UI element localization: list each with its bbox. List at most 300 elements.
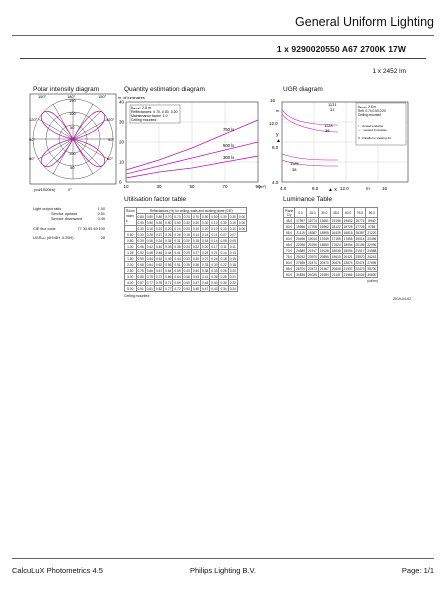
- quantity-x-tick-label: 10: [123, 184, 129, 189]
- uf-walls-cell: 0.50: [146, 220, 153, 225]
- uf-cell: 0.20: [183, 238, 190, 243]
- uf-cell: 0.30: [211, 262, 218, 267]
- footer-page: Page: 1/1: [401, 566, 434, 575]
- quantity-y-tick-label: 0: [119, 179, 122, 185]
- uf-cell: 0.34: [165, 238, 172, 243]
- uf-cell: 0.22: [229, 280, 236, 285]
- lum-cell: 24026: [355, 272, 365, 277]
- lum-cell: 90.0: [284, 272, 295, 278]
- uf-ceiling-cell: 0.70: [192, 214, 200, 219]
- uf-cell: 0.30: [137, 232, 144, 237]
- quantity-series-labels: [223, 127, 235, 160]
- uf-cell: 0.36: [192, 262, 200, 267]
- uf-plane-cell: 0.30: [137, 226, 144, 231]
- quantity-ylabel: nr. of luminaires: [118, 96, 145, 100]
- uf-ceiling-cell: 0.00: [238, 214, 246, 219]
- uf-cell: 0.14: [220, 250, 227, 255]
- lum-cell: 19128: [319, 248, 329, 253]
- uf-cell: 0.15: [229, 256, 236, 261]
- lum-cell: 17708: [308, 224, 317, 229]
- uf-cell: 0.78: [155, 280, 163, 285]
- lum-cell: 22474: [308, 260, 317, 265]
- polar-radial-50b: 50: [70, 165, 75, 170]
- quantity-legend-line-1: hₘₒᵤₙₜ: 2.8 m: [131, 106, 151, 110]
- uf-ceiling-cell: 0.70: [174, 214, 181, 219]
- uf-cell: 0.39: [165, 244, 172, 249]
- uf-cell: 0.20: [202, 244, 209, 249]
- uf-ceiling-cell: 0.50: [211, 214, 218, 219]
- uf-cell: 0.18: [202, 238, 209, 243]
- uf-cell: 0.16: [183, 232, 190, 237]
- lum-cell: 16439: [331, 230, 341, 235]
- lum-cell: 16962: [319, 224, 329, 229]
- uf-cell: 0.24: [211, 256, 218, 261]
- uf-cell: 0.43: [211, 286, 218, 291]
- uf-cell: 5.00: [125, 286, 137, 292]
- uf-cell: 0.75: [137, 268, 144, 273]
- luminance-title: Luminance Table: [283, 196, 333, 203]
- lum-cell: 21119: [296, 230, 305, 235]
- uf-cell: 2.50: [125, 268, 137, 274]
- uf-cell: 0.27: [192, 250, 200, 255]
- svg-text:m: m: [366, 186, 370, 191]
- uf-cell: 3.00: [125, 274, 137, 280]
- uf-cell: 0.51: [174, 262, 181, 267]
- uf-cell: 0.22: [192, 244, 200, 249]
- uf-cell: 0.11: [220, 244, 227, 249]
- quantity-y-tick-label: 40: [119, 99, 125, 105]
- lum-cell: 15774: [355, 218, 365, 223]
- uf-cell: 0.39: [137, 238, 144, 243]
- uf-cell: 0.50: [183, 280, 190, 285]
- lum-cell: 24026: [308, 272, 317, 277]
- lum-cell: 24588: [367, 248, 377, 253]
- uf-cell: 0.17: [211, 244, 218, 249]
- svg-text:12.0: 12.0: [269, 121, 278, 126]
- uf-cell: 0.77: [165, 286, 172, 291]
- uf-cell: 0.23: [202, 250, 209, 255]
- svg-text:4.0: 4.0: [272, 180, 279, 185]
- footer-company: Philips Lighting B.V.: [189, 566, 257, 575]
- utilisation-table-wrap: [124, 207, 247, 298]
- lum-cell: 22096: [367, 242, 377, 247]
- ugr-legend-line-1: hₘₒᵤₙₜ: 2.8 m: [358, 105, 377, 109]
- uf-cell: 0.24: [183, 244, 190, 249]
- svg-text:8.0: 8.0: [272, 145, 279, 150]
- uf-cell: 0.46: [137, 244, 144, 249]
- svg-text:▲: ▲: [276, 138, 281, 144]
- lum-cell: 45.0: [284, 218, 295, 224]
- quantity-legend-line-3: Maintenance factor: 1.0: [131, 114, 168, 118]
- ugr-title: UGR diagram: [283, 86, 323, 93]
- uf-plane-cell: 0.10: [155, 226, 163, 231]
- uf-footer: Ceiling mounted: [124, 294, 150, 298]
- uf-cell: 0.53: [183, 286, 190, 291]
- ugr-mark-38a: 38: [325, 128, 330, 133]
- lum-col-head: 60.0: [342, 208, 354, 218]
- lum-cell: 21917: [355, 248, 365, 253]
- lum-cell: 27695: [296, 260, 306, 265]
- uf-ceiling-cell: 0.30: [229, 214, 236, 219]
- lum-cell: 17997: [296, 218, 306, 223]
- info-value-lor: 1.00: [97, 207, 105, 211]
- lum-cell: 23970: [355, 254, 365, 259]
- info-label-lor: Light output ratio: [33, 207, 62, 211]
- uf-cell: 0.21: [211, 250, 218, 255]
- polar-angle-120-right: 120°: [106, 117, 115, 122]
- uf-cell: 0.91: [137, 286, 144, 291]
- lum-cell: 19956: [296, 224, 306, 229]
- ugr-mark-1131: 1131: [328, 102, 337, 107]
- lum-cell: 18054: [343, 248, 353, 253]
- uf-cell: 0.81: [146, 286, 153, 291]
- uf-cell: 0.28: [220, 274, 227, 279]
- uf-cell: 0.40: [192, 268, 200, 273]
- quantity-x-tick-label: 30: [156, 184, 162, 189]
- lum-cell: 20605: [331, 266, 341, 271]
- lum-cell: 22874: [343, 260, 353, 265]
- lum-cell: 19014: [308, 236, 317, 241]
- lum-cell: 20496: [296, 236, 306, 241]
- uf-cell: 0.08: [220, 238, 227, 243]
- polar-angle-90-left: 90°: [29, 137, 36, 142]
- lum-cell: 20496: [367, 236, 377, 241]
- uf-cell: 0.40: [211, 280, 218, 285]
- footer-divider: [12, 558, 434, 559]
- lum-cell: 26242: [367, 254, 377, 259]
- uf-walls-cell: 0.30: [202, 220, 209, 225]
- lum-cell: 20470: [319, 260, 329, 265]
- lum-cell: 28700: [367, 266, 377, 271]
- info-value-downward: 0.49: [97, 217, 105, 222]
- uf-cell: 0.38: [202, 268, 209, 273]
- uf-cell: 0.26: [174, 232, 181, 237]
- luminous-flux: 1 x 2452 lm: [372, 68, 406, 75]
- lum-cell: 18387: [308, 230, 317, 235]
- uf-cell: 0.33: [183, 256, 190, 261]
- uf-cell: 0.20: [229, 268, 236, 273]
- luminance-unit: (cd/m²): [367, 279, 379, 283]
- uf-cell: 0.59: [174, 268, 181, 273]
- lum-col-head: 75.0: [354, 208, 366, 218]
- uf-cell: 0.82: [155, 286, 163, 291]
- ugr-yunit: m: [276, 108, 280, 113]
- lum-cell: 19615: [331, 254, 341, 259]
- svg-text:8.0: 8.0: [312, 186, 319, 191]
- quantity-legend-line-4: Ceiling mounted: [131, 118, 157, 122]
- uf-cell: 0.29: [183, 250, 190, 255]
- uf-cell: 0.59: [137, 256, 144, 261]
- luminance-header-row: [284, 208, 378, 218]
- polar-angle-150-right: 150°: [98, 94, 107, 99]
- uf-cell: 0.67: [155, 268, 163, 273]
- uf-cell: 0.54: [146, 256, 153, 261]
- uf-cell: 2.00: [125, 262, 137, 268]
- uf-walls-cell: 0.50: [165, 220, 172, 225]
- quantity-series-label: 750 lx: [223, 127, 235, 132]
- uf-walls-cell: 0.30: [220, 220, 227, 225]
- uf-cell: 1.50: [125, 256, 137, 262]
- svg-text:12.0: 12.0: [340, 186, 349, 191]
- lum-cell: 24589: [296, 248, 306, 253]
- uf-rowhead-room: Room: [126, 209, 135, 213]
- uf-cell: 0.22: [220, 262, 227, 267]
- uf-ceiling-cell: 0.50: [202, 214, 209, 219]
- lum-cell: 20196: [355, 242, 365, 247]
- polar-diagram: [30, 94, 116, 194]
- uf-cell: 0.13: [229, 250, 236, 255]
- quantity-series-label: 300 lx: [223, 155, 235, 160]
- quantity-x-tick-label: 70: [222, 184, 228, 189]
- lum-cell: 19196: [331, 218, 341, 223]
- luminance-table: [283, 207, 378, 278]
- lum-cell: 22096: [296, 242, 306, 247]
- svg-text:y: y: [276, 132, 279, 138]
- lum-cell: 18054: [343, 242, 353, 247]
- lum-cell: 18725: [343, 224, 353, 229]
- uf-ceiling-cell: 0.80: [155, 214, 163, 219]
- lum-cell: 20676: [331, 260, 341, 265]
- uf-plane-cell: 0.10: [202, 226, 209, 231]
- lum-cell: 18895: [319, 230, 329, 235]
- uf-cell: 0.27: [155, 232, 163, 237]
- uf-cell: 0.43: [192, 274, 200, 279]
- uf-cell: 4.00: [125, 280, 137, 286]
- uf-ceiling-cell: 0.30: [220, 214, 227, 219]
- uf-cell: 0.14: [211, 238, 218, 243]
- uf-cell: 0.41: [174, 250, 181, 255]
- uf-plane-cell: 0.20: [183, 226, 190, 231]
- uf-walls-cell: 0.50: [137, 220, 144, 225]
- uf-cell: 0.07: [229, 232, 236, 237]
- lum-cell: 20196: [308, 242, 317, 247]
- lum-cell: 17649: [319, 236, 329, 241]
- luminance-table-wrap: [283, 207, 378, 283]
- lum-cell: 18122: [331, 224, 341, 229]
- info-value-upward: 0.51: [97, 212, 105, 217]
- lum-cell: 21984: [343, 272, 353, 277]
- uf-cell: 0.48: [192, 286, 200, 291]
- uf-ceiling-cell: 0.70: [183, 214, 190, 219]
- lum-cell: 27695: [367, 260, 377, 265]
- lum-cell: 60.0: [284, 236, 295, 242]
- svg-text:16: 16: [382, 186, 388, 191]
- info-label-downward: Service downward: [51, 217, 83, 222]
- uf-cell: 0.31: [174, 238, 181, 243]
- uf-cell: 0.26: [165, 232, 172, 237]
- info-label-cie: CIE flux code: [33, 226, 56, 231]
- svg-text:4.0: 4.0: [280, 186, 287, 191]
- lum-cell: 21917: [308, 248, 317, 253]
- uf-cell: 0.52: [137, 250, 144, 255]
- uf-cell: 0.41: [202, 274, 209, 279]
- ugr-note-1: ↕ : viewed endwise: [358, 124, 384, 128]
- uf-cell: 0.34: [155, 238, 163, 243]
- lum-cell: 19652: [343, 218, 353, 223]
- lum-cell: 85.0: [284, 266, 295, 272]
- lum-cell: 30830: [296, 272, 306, 277]
- light-output-info: [33, 207, 105, 241]
- uf-cell: 0.36: [174, 244, 181, 249]
- info-label-ugr: UGRₓₙₙ (4H×8H, 0.25H): [33, 235, 74, 240]
- uf-cell: 0.28: [146, 232, 153, 237]
- uf-cell: 0.69: [174, 280, 181, 285]
- uf-cell: 0.44: [202, 280, 209, 285]
- footer-software: CalcuLuX Photometrics 4.5: [12, 566, 103, 575]
- lum-cell: 19014: [355, 236, 365, 241]
- uf-cell: 0.46: [155, 250, 163, 255]
- lum-cell: 17726: [355, 224, 365, 229]
- uf-cell: 0.64: [165, 268, 172, 273]
- polar-title: Polar intensity diagram: [33, 86, 100, 93]
- uf-cell: 0.77: [146, 280, 153, 285]
- svg-text:16: 16: [270, 98, 276, 103]
- polar-angle-90-right: 90°: [108, 137, 115, 142]
- lum-cell: 8940: [366, 218, 378, 224]
- lum-cell: 50.0: [284, 224, 295, 230]
- uf-cell: 0.30: [192, 256, 200, 261]
- uf-cell: 0.40: [155, 244, 163, 249]
- lum-cell: 15774: [308, 218, 317, 223]
- uf-ceiling-cell: 0.80: [146, 214, 153, 219]
- uf-cell: 0.36: [146, 238, 153, 243]
- lum-cell: 13651: [319, 218, 329, 223]
- lum-cell: 21367: [319, 266, 329, 271]
- uf-cell: 0.14: [192, 232, 200, 237]
- lum-cell: 21984: [319, 272, 329, 277]
- uf-plane-cell: 0.10: [174, 226, 181, 231]
- uf-cell: 1.25: [125, 250, 137, 256]
- ugr-mark-38b: 38: [292, 167, 297, 172]
- uf-cell: 0.72: [155, 274, 163, 279]
- info-value-cie: 77 33 65 49 100: [77, 226, 105, 231]
- uf-rowhead-k: k: [126, 219, 128, 223]
- lum-cell: 18038: [331, 248, 341, 253]
- uf-cell: 0.26: [220, 268, 227, 273]
- lum-cell: 21937: [343, 266, 353, 271]
- uf-cell: 0.14: [202, 232, 209, 237]
- uf-cell: 0.87: [137, 280, 144, 285]
- uf-cell: 0.66: [146, 268, 153, 273]
- lum-col-head: 30.0: [318, 208, 330, 218]
- polar-angle-60-right: 60°: [107, 156, 114, 161]
- svg-text:▲ x: ▲ x: [328, 187, 337, 193]
- uf-cell: 0.48: [146, 250, 153, 255]
- uf-cell: 0.64: [174, 274, 181, 279]
- lum-cell: 20895: [319, 254, 329, 259]
- polar-radial-100: 100: [69, 111, 76, 116]
- uf-cell: 0.27: [202, 256, 209, 261]
- uf-cell: 0.09: [229, 238, 236, 243]
- uf-plane-cell: 0.10: [220, 226, 227, 231]
- uf-data-row: [125, 286, 247, 292]
- uf-cell: 0.68: [137, 262, 144, 267]
- lum-col-head: 0.0: [295, 208, 307, 218]
- uf-cell: 0.42: [146, 244, 153, 249]
- uf-cell: 0.60: [125, 232, 137, 238]
- uf-cell: 0.44: [174, 256, 181, 261]
- lum-cell: 9784: [366, 224, 378, 230]
- ugr-note-2: ↔ : viewed crosswise: [358, 128, 387, 132]
- polar-angle-180: 180°: [67, 94, 76, 99]
- quantity-title: Quantity estimation diagram: [124, 86, 205, 93]
- quantity-y-ticks: [119, 100, 125, 185]
- polar-angle-0: 0°: [68, 187, 72, 192]
- info-label-upward: Service upward: [51, 212, 78, 217]
- uf-plane-cell: 0.10: [229, 226, 236, 231]
- uf-cell: 0.36: [211, 274, 218, 279]
- polar-angle-60-left: 60°: [29, 156, 36, 161]
- product-divider: [20, 58, 426, 59]
- uf-cell: 0.33: [202, 262, 209, 267]
- quantity-x-tick-label: 50: [189, 184, 195, 189]
- ugr-mark-1128: 1128: [324, 123, 333, 128]
- quantity-series-label: 500 lx: [223, 143, 235, 148]
- uf-walls-cell: 0.30: [183, 220, 190, 225]
- lum-cell: 18387: [355, 230, 365, 235]
- polar-unit: (cd/1000lm): [34, 187, 56, 192]
- uf-cell: 0.33: [211, 268, 218, 273]
- lum-cell: 28700: [296, 266, 306, 271]
- ugr-mark-31: 31: [330, 107, 335, 112]
- lum-col-head: 15.0: [307, 208, 319, 218]
- uf-plane-cell: 0.20: [165, 226, 172, 231]
- quantity-y-tick-label: 10: [119, 159, 125, 165]
- uf-cell: 0.21: [229, 274, 236, 279]
- ugr-diagram: [268, 94, 420, 194]
- uf-cell: 0.18: [192, 238, 200, 243]
- uf-plane-cell: 0.10: [192, 226, 200, 231]
- quantity-y-tick-label: 30: [119, 119, 125, 125]
- quantity-y-tick-label: 20: [119, 139, 125, 145]
- lum-cell: 23970: [308, 254, 317, 259]
- uf-cell: 0.71: [165, 280, 172, 285]
- lum-cell: 70.0: [284, 248, 295, 254]
- document-title: General Uniform Lighting: [295, 15, 434, 29]
- lum-cell: 80.0: [284, 260, 295, 266]
- uf-cell: 0.62: [155, 262, 163, 267]
- uf-cell: 0.80: [125, 238, 137, 244]
- lum-cell: 75.0: [284, 254, 295, 260]
- quantity-xunit: (m²): [259, 185, 266, 189]
- lum-data-row: [284, 272, 378, 278]
- uf-cell: 0.18: [220, 256, 227, 261]
- uf-cell: 0.72: [174, 286, 181, 291]
- uf-plane-cell: 0.10: [211, 226, 218, 231]
- uf-cell: 0.44: [165, 250, 172, 255]
- lum-cell: 17655: [343, 236, 353, 241]
- polar-angle-120-left: 120°: [29, 117, 38, 122]
- uf-cell: 0.66: [165, 274, 172, 279]
- lum-cell: 55.0: [284, 230, 295, 236]
- lum-cell: 16815: [343, 230, 353, 235]
- report-date: 2019-04-02: [393, 297, 411, 301]
- uf-ceiling-cell: 0.70: [165, 214, 172, 219]
- quantity-chart: [118, 94, 274, 194]
- uf-plane-cell: 0.10: [146, 226, 153, 231]
- lum-cell: 21141: [331, 272, 341, 277]
- uf-cell: 0.52: [155, 256, 163, 261]
- uf-cell: 0.24: [229, 286, 236, 291]
- uf-cell: 0.43: [183, 268, 190, 273]
- ugr-legend-line-3: Ceiling mounted: [358, 113, 382, 117]
- uf-cell: 1.00: [125, 244, 137, 250]
- lum-cell: 18850: [319, 242, 329, 247]
- uf-cell: 0.07: [220, 232, 227, 237]
- uf-cell: 0.64: [146, 262, 153, 267]
- uf-cell: 0.56: [165, 262, 172, 267]
- quantity-legend-line-2: Reflectances: 0.70, 0.50, 0.20: [131, 110, 178, 114]
